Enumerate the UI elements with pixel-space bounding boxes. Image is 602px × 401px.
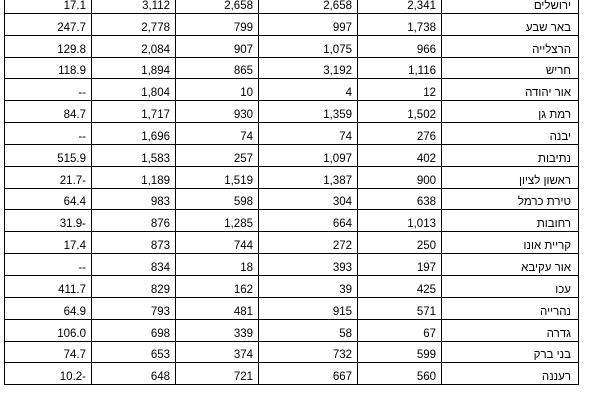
data-table <box>4 0 579 385</box>
table-row <box>5 319 579 341</box>
change-percent-cell: -- <box>5 79 92 101</box>
value-cell-col4: 4 <box>259 79 358 101</box>
table-row <box>5 123 579 145</box>
value-cell-col5: 425 <box>358 275 442 297</box>
value-cell-col5: 276 <box>358 123 442 145</box>
value-cell-col5: 1,502 <box>358 101 442 123</box>
change-percent-cell: 118.9 <box>5 57 92 79</box>
table-row <box>5 79 579 101</box>
change-percent-cell: 64.9 <box>5 297 92 319</box>
value-cell-col3: 374 <box>176 341 259 363</box>
city-name-cell: אור יהודה <box>442 79 579 101</box>
value-cell-col2: 1,696 <box>92 123 176 145</box>
value-cell-col5: 638 <box>358 188 442 210</box>
table-body <box>5 0 579 385</box>
value-cell-col4: 58 <box>259 319 358 341</box>
change-percent-cell: 64.4 <box>5 188 92 210</box>
value-cell-col5: 599 <box>358 341 442 363</box>
table-row <box>5 57 579 79</box>
value-cell-col4: 39 <box>259 275 358 297</box>
table-row <box>5 232 579 254</box>
change-percent-cell: 129.8 <box>5 35 92 57</box>
city-name-cell: קריית אונו <box>442 232 579 254</box>
value-cell-col2: 2,778 <box>92 13 176 35</box>
value-cell-col2: 1,189 <box>92 166 176 188</box>
value-cell-col4: 304 <box>259 188 358 210</box>
table-row <box>5 297 579 319</box>
value-cell-col4: 393 <box>259 254 358 276</box>
table-row <box>5 341 579 363</box>
value-cell-col4: 1,075 <box>259 35 358 57</box>
change-percent-cell: 21.7- <box>5 166 92 188</box>
value-cell-col4: 1,097 <box>259 144 358 166</box>
city-name-cell: באר שבע <box>442 13 579 35</box>
value-cell-col5: 197 <box>358 254 442 276</box>
value-cell-col5: 560 <box>358 363 442 385</box>
city-name-cell: בני ברק <box>442 341 579 363</box>
value-cell-col4: 667 <box>259 363 358 385</box>
value-cell-col2: 873 <box>92 232 176 254</box>
value-cell-col5: 250 <box>358 232 442 254</box>
city-name-cell: רעננה <box>442 363 579 385</box>
value-cell-col5: 966 <box>358 35 442 57</box>
value-cell-col2: 698 <box>92 319 176 341</box>
table-row <box>5 166 579 188</box>
table-row <box>5 188 579 210</box>
value-cell-col2: 1,717 <box>92 101 176 123</box>
value-cell-col5: 12 <box>358 79 442 101</box>
value-cell-col2: 1,583 <box>92 144 176 166</box>
value-cell-col3: 162 <box>176 275 259 297</box>
value-cell-col3: 721 <box>176 363 259 385</box>
change-percent-cell: 31.9- <box>5 210 92 232</box>
value-cell-col2: 3,112 <box>92 0 176 13</box>
value-cell-col3: 865 <box>176 57 259 79</box>
city-name-cell: ירושלים <box>442 0 579 13</box>
value-cell-col4: 915 <box>259 297 358 319</box>
table-row <box>5 210 579 232</box>
city-name-cell: יבנה <box>442 123 579 145</box>
value-cell-col4: 1,359 <box>259 101 358 123</box>
value-cell-col3: 481 <box>176 297 259 319</box>
change-percent-cell: 74.7 <box>5 341 92 363</box>
value-cell-col2: 1,804 <box>92 79 176 101</box>
city-name-cell: אור עקיבא <box>442 254 579 276</box>
value-cell-col2: 876 <box>92 210 176 232</box>
table-row <box>5 101 579 123</box>
value-cell-col5: 2,341 <box>358 0 442 13</box>
table-row <box>5 144 579 166</box>
value-cell-col4: 1,387 <box>259 166 358 188</box>
value-cell-col3: 598 <box>176 188 259 210</box>
value-cell-col4: 74 <box>259 123 358 145</box>
change-percent-cell: 515.9 <box>5 144 92 166</box>
city-name-cell: רמת גן <box>442 101 579 123</box>
value-cell-col3: 339 <box>176 319 259 341</box>
table-row <box>5 363 579 385</box>
value-cell-col4: 3,192 <box>259 57 358 79</box>
value-cell-col5: 1,116 <box>358 57 442 79</box>
value-cell-col3: 930 <box>176 101 259 123</box>
table-row <box>5 35 579 57</box>
value-cell-col3: 2,658 <box>176 0 259 13</box>
city-name-cell: ראשון לציון <box>442 166 579 188</box>
value-cell-col5: 571 <box>358 297 442 319</box>
value-cell-col2: 829 <box>92 275 176 297</box>
change-percent-cell: 106.0 <box>5 319 92 341</box>
value-cell-col2: 834 <box>92 254 176 276</box>
table-row <box>5 254 579 276</box>
value-cell-col2: 653 <box>92 341 176 363</box>
value-cell-col4: 664 <box>259 210 358 232</box>
change-percent-cell: 17.1 <box>5 0 92 13</box>
value-cell-col3: 18 <box>176 254 259 276</box>
value-cell-col3: 744 <box>176 232 259 254</box>
change-percent-cell: 17.4 <box>5 232 92 254</box>
table-row <box>5 275 579 297</box>
value-cell-col2: 983 <box>92 188 176 210</box>
city-name-cell: גדרה <box>442 319 579 341</box>
value-cell-col2: 648 <box>92 363 176 385</box>
change-percent-cell: -- <box>5 123 92 145</box>
value-cell-col3: 74 <box>176 123 259 145</box>
value-cell-col2: 2,084 <box>92 35 176 57</box>
value-cell-col2: 793 <box>92 297 176 319</box>
value-cell-col5: 67 <box>358 319 442 341</box>
value-cell-col3: 799 <box>176 13 259 35</box>
value-cell-col5: 900 <box>358 166 442 188</box>
value-cell-col5: 402 <box>358 144 442 166</box>
value-cell-col2: 1,894 <box>92 57 176 79</box>
city-name-cell: רחובות <box>442 210 579 232</box>
value-cell-col5: 1,738 <box>358 13 442 35</box>
city-name-cell: חריש <box>442 57 579 79</box>
value-cell-col4: 732 <box>259 341 358 363</box>
city-name-cell: הרצלייה <box>442 35 579 57</box>
table-row <box>5 13 579 35</box>
city-name-cell: נהרייה <box>442 297 579 319</box>
city-name-cell: טירת כרמל <box>442 188 579 210</box>
change-percent-cell: 10.2- <box>5 363 92 385</box>
value-cell-col3: 1,519 <box>176 166 259 188</box>
value-cell-col3: 1,285 <box>176 210 259 232</box>
change-percent-cell: 84.7 <box>5 101 92 123</box>
value-cell-col4: 2,658 <box>259 0 358 13</box>
change-percent-cell: 411.7 <box>5 275 92 297</box>
city-name-cell: נתיבות <box>442 144 579 166</box>
city-name-cell: עכו <box>442 275 579 297</box>
value-cell-col4: 997 <box>259 13 358 35</box>
change-percent-cell: 247.7 <box>5 13 92 35</box>
table-row <box>5 0 579 13</box>
value-cell-col3: 10 <box>176 79 259 101</box>
value-cell-col3: 907 <box>176 35 259 57</box>
value-cell-col3: 257 <box>176 144 259 166</box>
value-cell-col5: 1,013 <box>358 210 442 232</box>
value-cell-col4: 272 <box>259 232 358 254</box>
change-percent-cell: -- <box>5 254 92 276</box>
